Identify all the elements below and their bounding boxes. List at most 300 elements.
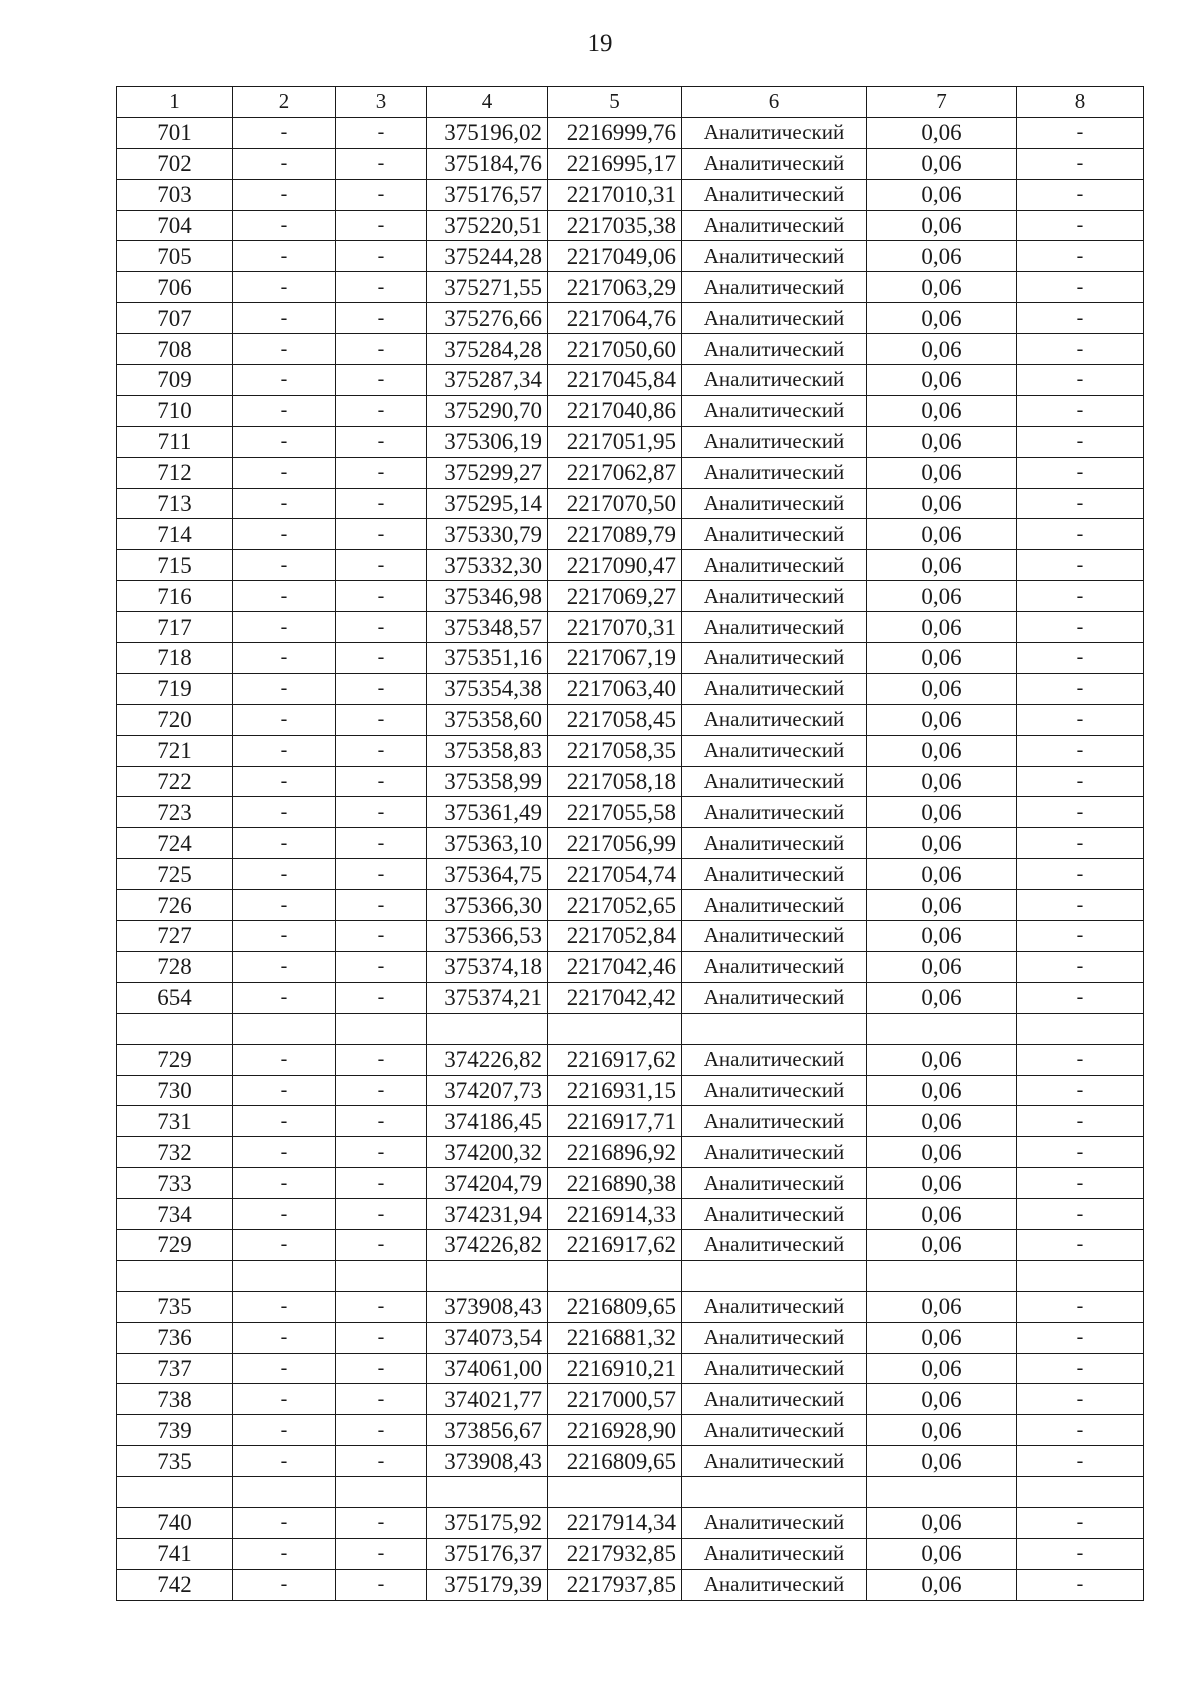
cell-accuracy: 0,06 [867, 643, 1017, 674]
cell-accuracy: 0,06 [867, 828, 1017, 859]
cell-x-coordinate: 375358,60 [427, 704, 548, 735]
cell-point-number: 707 [117, 303, 233, 334]
cell-point-number: 726 [117, 890, 233, 921]
column-header-7: 7 [867, 87, 1017, 118]
table-row-separator [117, 1013, 1144, 1044]
cell-method [682, 1013, 867, 1044]
cell-method: Аналитический [682, 210, 867, 241]
table-row [117, 735, 1144, 766]
cell-point-number: 704 [117, 210, 233, 241]
cell-accuracy: 0,06 [867, 1044, 1017, 1075]
cell-point-number: 741 [117, 1538, 233, 1569]
cell-method: Аналитический [682, 1291, 867, 1322]
table-row [117, 550, 1144, 581]
cell-y-coordinate: 2217914,34 [548, 1507, 682, 1538]
table-row [117, 612, 1144, 643]
cell-method: Аналитический [682, 1199, 867, 1230]
table-row [117, 210, 1144, 241]
cell-point-number: 705 [117, 241, 233, 272]
table-row [117, 1106, 1144, 1137]
cell-x-coordinate: 374073,54 [427, 1322, 548, 1353]
cell-x-coordinate: 375220,51 [427, 210, 548, 241]
cell-x-coordinate: 375176,37 [427, 1538, 548, 1569]
cell-accuracy: 0,06 [867, 1507, 1017, 1538]
cell-point-number: 724 [117, 828, 233, 859]
cell-method: Аналитический [682, 1137, 867, 1168]
cell-col-3: - [336, 210, 427, 241]
cell-x-coordinate: 375366,53 [427, 921, 548, 952]
cell-x-coordinate: 375348,57 [427, 612, 548, 643]
cell-accuracy: 0,06 [867, 426, 1017, 457]
column-header-3: 3 [336, 87, 427, 118]
cell-col-3: - [336, 272, 427, 303]
cell-col-2 [233, 1477, 336, 1508]
cell-y-coordinate: 2217932,85 [548, 1538, 682, 1569]
cell-col-3 [336, 1477, 427, 1508]
cell-accuracy: 0,06 [867, 1384, 1017, 1415]
cell-point-number: 729 [117, 1229, 233, 1260]
cell-col-8: - [1017, 1446, 1144, 1477]
cell-col-3: - [336, 241, 427, 272]
cell-y-coordinate: 2217067,19 [548, 643, 682, 674]
cell-point-number: 739 [117, 1415, 233, 1446]
cell-accuracy: 0,06 [867, 148, 1017, 179]
cell-y-coordinate [548, 1013, 682, 1044]
cell-x-coordinate: 375358,99 [427, 766, 548, 797]
cell-col-2 [233, 1013, 336, 1044]
cell-point-number: 710 [117, 395, 233, 426]
cell-col-3: - [336, 1106, 427, 1137]
cell-point-number: 734 [117, 1199, 233, 1230]
cell-col-8: - [1017, 148, 1144, 179]
cell-x-coordinate: 374061,00 [427, 1353, 548, 1384]
cell-accuracy: 0,06 [867, 581, 1017, 612]
cell-x-coordinate: 374226,82 [427, 1044, 548, 1075]
cell-col-8: - [1017, 303, 1144, 334]
cell-method: Аналитический [682, 951, 867, 982]
table-row [117, 334, 1144, 365]
cell-point-number [117, 1013, 233, 1044]
cell-col-3: - [336, 951, 427, 982]
cell-point-number: 719 [117, 673, 233, 704]
cell-x-coordinate: 375332,30 [427, 550, 548, 581]
table-row [117, 426, 1144, 457]
cell-x-coordinate: 375295,14 [427, 488, 548, 519]
cell-col-8: - [1017, 951, 1144, 982]
cell-accuracy: 0,06 [867, 797, 1017, 828]
cell-method: Аналитический [682, 859, 867, 890]
cell-method: Аналитический [682, 272, 867, 303]
cell-col-3: - [336, 395, 427, 426]
cell-y-coordinate: 2216914,33 [548, 1199, 682, 1230]
cell-col-3: - [336, 1229, 427, 1260]
cell-col-2: - [233, 581, 336, 612]
cell-y-coordinate: 2217042,42 [548, 982, 682, 1013]
cell-method: Аналитический [682, 1353, 867, 1384]
table-row [117, 148, 1144, 179]
cell-y-coordinate: 2217070,31 [548, 612, 682, 643]
cell-y-coordinate: 2217000,57 [548, 1384, 682, 1415]
cell-col-3: - [336, 982, 427, 1013]
cell-col-8: - [1017, 365, 1144, 396]
table-row [117, 859, 1144, 890]
cell-x-coordinate: 373856,67 [427, 1415, 548, 1446]
cell-method: Аналитический [682, 179, 867, 210]
cell-col-3: - [336, 1415, 427, 1446]
cell-col-3: - [336, 1137, 427, 1168]
cell-y-coordinate: 2217054,74 [548, 859, 682, 890]
table-row [117, 1507, 1144, 1538]
cell-method: Аналитический [682, 1384, 867, 1415]
cell-col-8: - [1017, 1415, 1144, 1446]
cell-accuracy: 0,06 [867, 1168, 1017, 1199]
table-row [117, 457, 1144, 488]
cell-col-8: - [1017, 550, 1144, 581]
cell-x-coordinate: 375179,39 [427, 1569, 548, 1600]
cell-y-coordinate: 2216809,65 [548, 1291, 682, 1322]
table-row [117, 272, 1144, 303]
cell-col-8 [1017, 1260, 1144, 1291]
cell-point-number: 736 [117, 1322, 233, 1353]
cell-method: Аналитический [682, 1415, 867, 1446]
cell-x-coordinate: 374021,77 [427, 1384, 548, 1415]
cell-col-3: - [336, 1569, 427, 1600]
cell-accuracy: 0,06 [867, 704, 1017, 735]
table-row [117, 797, 1144, 828]
table-row-separator [117, 1477, 1144, 1508]
cell-point-number: 730 [117, 1075, 233, 1106]
column-header-4: 4 [427, 87, 548, 118]
cell-x-coordinate: 375271,55 [427, 272, 548, 303]
cell-method: Аналитический [682, 735, 867, 766]
cell-x-coordinate: 375364,75 [427, 859, 548, 890]
cell-col-2: - [233, 1291, 336, 1322]
cell-x-coordinate: 375244,28 [427, 241, 548, 272]
cell-method: Аналитический [682, 1075, 867, 1106]
cell-point-number: 740 [117, 1507, 233, 1538]
cell-col-2: - [233, 673, 336, 704]
cell-accuracy: 0,06 [867, 210, 1017, 241]
cell-accuracy: 0,06 [867, 1075, 1017, 1106]
cell-x-coordinate: 374204,79 [427, 1168, 548, 1199]
cell-col-8: - [1017, 766, 1144, 797]
cell-y-coordinate [548, 1260, 682, 1291]
cell-y-coordinate: 2217035,38 [548, 210, 682, 241]
column-header-2: 2 [233, 87, 336, 118]
cell-y-coordinate: 2216881,32 [548, 1322, 682, 1353]
cell-point-number: 737 [117, 1353, 233, 1384]
cell-y-coordinate: 2217050,60 [548, 334, 682, 365]
table-row [117, 1199, 1144, 1230]
cell-method: Аналитический [682, 241, 867, 272]
cell-method: Аналитический [682, 828, 867, 859]
cell-y-coordinate: 2217063,29 [548, 272, 682, 303]
cell-point-number: 722 [117, 766, 233, 797]
cell-accuracy: 0,06 [867, 982, 1017, 1013]
cell-col-2: - [233, 1168, 336, 1199]
cell-col-8: - [1017, 395, 1144, 426]
table-row [117, 1353, 1144, 1384]
cell-point-number: 717 [117, 612, 233, 643]
table-row [117, 395, 1144, 426]
cell-point-number: 701 [117, 117, 233, 148]
cell-col-3: - [336, 612, 427, 643]
cell-col-3: - [336, 334, 427, 365]
cell-x-coordinate: 375358,83 [427, 735, 548, 766]
cell-col-2: - [233, 303, 336, 334]
table-row [117, 1415, 1144, 1446]
cell-x-coordinate [427, 1260, 548, 1291]
cell-x-coordinate: 375351,16 [427, 643, 548, 674]
cell-accuracy: 0,06 [867, 1106, 1017, 1137]
cell-y-coordinate: 2216917,62 [548, 1044, 682, 1075]
cell-col-3: - [336, 797, 427, 828]
cell-accuracy: 0,06 [867, 859, 1017, 890]
cell-y-coordinate: 2216917,62 [548, 1229, 682, 1260]
table-row [117, 982, 1144, 1013]
cell-method: Аналитический [682, 426, 867, 457]
cell-accuracy: 0,06 [867, 1538, 1017, 1569]
cell-method: Аналитический [682, 395, 867, 426]
cell-method: Аналитический [682, 334, 867, 365]
cell-col-2: - [233, 426, 336, 457]
column-header-8: 8 [1017, 87, 1144, 118]
cell-col-2: - [233, 1044, 336, 1075]
cell-col-8: - [1017, 1106, 1144, 1137]
cell-method: Аналитический [682, 890, 867, 921]
cell-point-number: 708 [117, 334, 233, 365]
cell-col-8: - [1017, 241, 1144, 272]
cell-col-2: - [233, 921, 336, 952]
cell-method [682, 1260, 867, 1291]
cell-col-2: - [233, 890, 336, 921]
cell-col-8: - [1017, 704, 1144, 735]
cell-accuracy: 0,06 [867, 951, 1017, 982]
table-row [117, 951, 1144, 982]
cell-y-coordinate: 2216896,92 [548, 1137, 682, 1168]
cell-col-3: - [336, 704, 427, 735]
cell-y-coordinate: 2217040,86 [548, 395, 682, 426]
cell-point-number [117, 1477, 233, 1508]
table-row [117, 704, 1144, 735]
cell-point-number: 732 [117, 1137, 233, 1168]
cell-y-coordinate: 2217058,18 [548, 766, 682, 797]
cell-method: Аналитический [682, 1168, 867, 1199]
cell-accuracy: 0,06 [867, 395, 1017, 426]
cell-point-number [117, 1260, 233, 1291]
cell-method: Аналитический [682, 550, 867, 581]
cell-y-coordinate: 2217069,27 [548, 581, 682, 612]
cell-point-number: 709 [117, 365, 233, 396]
cell-col-8: - [1017, 1538, 1144, 1569]
cell-accuracy: 0,06 [867, 241, 1017, 272]
cell-col-2: - [233, 704, 336, 735]
cell-col-8: - [1017, 519, 1144, 550]
cell-col-8 [1017, 1013, 1144, 1044]
cell-accuracy: 0,06 [867, 766, 1017, 797]
cell-x-coordinate: 374207,73 [427, 1075, 548, 1106]
cell-x-coordinate [427, 1477, 548, 1508]
cell-col-2: - [233, 550, 336, 581]
cell-col-2: - [233, 643, 336, 674]
table-body [117, 87, 1144, 1601]
table-row-separator [117, 1260, 1144, 1291]
cell-col-2: - [233, 1229, 336, 1260]
cell-accuracy: 0,06 [867, 1446, 1017, 1477]
cell-col-8: - [1017, 612, 1144, 643]
cell-accuracy: 0,06 [867, 457, 1017, 488]
cell-x-coordinate: 375346,98 [427, 581, 548, 612]
cell-accuracy: 0,06 [867, 1291, 1017, 1322]
cell-col-3: - [336, 303, 427, 334]
cell-col-2: - [233, 241, 336, 272]
cell-col-3: - [336, 766, 427, 797]
cell-col-2: - [233, 828, 336, 859]
cell-col-2: - [233, 488, 336, 519]
cell-col-8: - [1017, 1137, 1144, 1168]
cell-col-3: - [336, 550, 427, 581]
table-row [117, 1291, 1144, 1322]
cell-point-number: 654 [117, 982, 233, 1013]
cell-method: Аналитический [682, 1538, 867, 1569]
cell-x-coordinate: 375299,27 [427, 457, 548, 488]
cell-point-number: 702 [117, 148, 233, 179]
table-row [117, 890, 1144, 921]
cell-col-2 [233, 1260, 336, 1291]
cell-col-2: - [233, 1353, 336, 1384]
cell-col-3: - [336, 859, 427, 890]
cell-accuracy [867, 1477, 1017, 1508]
cell-point-number: 721 [117, 735, 233, 766]
cell-method: Аналитический [682, 1507, 867, 1538]
cell-col-8: - [1017, 1044, 1144, 1075]
cell-point-number: 716 [117, 581, 233, 612]
cell-col-2: - [233, 210, 336, 241]
cell-col-8: - [1017, 179, 1144, 210]
cell-col-2: - [233, 1415, 336, 1446]
cell-x-coordinate: 375175,92 [427, 1507, 548, 1538]
cell-col-8: - [1017, 735, 1144, 766]
cell-y-coordinate: 2217089,79 [548, 519, 682, 550]
column-header-1: 1 [117, 87, 233, 118]
coordinates-table [116, 86, 1144, 1601]
cell-x-coordinate: 375361,49 [427, 797, 548, 828]
cell-col-2: - [233, 1106, 336, 1137]
cell-method: Аналитический [682, 1229, 867, 1260]
cell-point-number: 725 [117, 859, 233, 890]
cell-col-8: - [1017, 117, 1144, 148]
cell-col-2: - [233, 951, 336, 982]
cell-accuracy: 0,06 [867, 612, 1017, 643]
cell-x-coordinate: 375284,28 [427, 334, 548, 365]
cell-x-coordinate: 375276,66 [427, 303, 548, 334]
cell-method: Аналитический [682, 581, 867, 612]
cell-x-coordinate: 373908,43 [427, 1291, 548, 1322]
cell-col-8: - [1017, 1353, 1144, 1384]
cell-method: Аналитический [682, 303, 867, 334]
cell-y-coordinate: 2217042,46 [548, 951, 682, 982]
cell-col-8: - [1017, 1507, 1144, 1538]
cell-col-3 [336, 1013, 427, 1044]
cell-col-3: - [336, 179, 427, 210]
cell-col-2: - [233, 1137, 336, 1168]
cell-col-8: - [1017, 210, 1144, 241]
cell-method: Аналитический [682, 797, 867, 828]
cell-col-8: - [1017, 1075, 1144, 1106]
cell-y-coordinate: 2217052,84 [548, 921, 682, 952]
cell-col-2: - [233, 1446, 336, 1477]
cell-col-8: - [1017, 1199, 1144, 1230]
cell-col-2: - [233, 1507, 336, 1538]
cell-method: Аналитический [682, 1569, 867, 1600]
cell-method: Аналитический [682, 673, 867, 704]
cell-y-coordinate: 2217937,85 [548, 1569, 682, 1600]
cell-y-coordinate: 2217064,76 [548, 303, 682, 334]
cell-col-2: - [233, 334, 336, 365]
table-row [117, 1137, 1144, 1168]
cell-method: Аналитический [682, 457, 867, 488]
cell-col-3: - [336, 117, 427, 148]
cell-col-2: - [233, 148, 336, 179]
cell-col-8: - [1017, 426, 1144, 457]
cell-col-2: - [233, 395, 336, 426]
cell-x-coordinate [427, 1013, 548, 1044]
table-row [117, 1044, 1144, 1075]
cell-col-2: - [233, 612, 336, 643]
table-row [117, 1446, 1144, 1477]
cell-point-number: 714 [117, 519, 233, 550]
cell-x-coordinate: 375374,21 [427, 982, 548, 1013]
column-header-5: 5 [548, 87, 682, 118]
cell-method: Аналитический [682, 1106, 867, 1137]
table-row [117, 117, 1144, 148]
cell-col-3: - [336, 1446, 427, 1477]
cell-col-8: - [1017, 890, 1144, 921]
cell-accuracy: 0,06 [867, 1137, 1017, 1168]
cell-col-2: - [233, 1075, 336, 1106]
cell-col-3: - [336, 519, 427, 550]
cell-y-coordinate: 2217056,99 [548, 828, 682, 859]
cell-col-3: - [336, 890, 427, 921]
cell-y-coordinate [548, 1477, 682, 1508]
cell-col-2: - [233, 1322, 336, 1353]
cell-y-coordinate: 2217055,58 [548, 797, 682, 828]
cell-point-number: 731 [117, 1106, 233, 1137]
table-row [117, 241, 1144, 272]
cell-accuracy: 0,06 [867, 673, 1017, 704]
cell-col-2: - [233, 797, 336, 828]
cell-col-8: - [1017, 797, 1144, 828]
table-row [117, 519, 1144, 550]
cell-y-coordinate: 2217090,47 [548, 550, 682, 581]
cell-col-8: - [1017, 982, 1144, 1013]
cell-accuracy: 0,06 [867, 303, 1017, 334]
cell-method: Аналитический [682, 704, 867, 735]
cell-y-coordinate: 2217052,65 [548, 890, 682, 921]
column-header-6: 6 [682, 87, 867, 118]
table-row [117, 1384, 1144, 1415]
table-row [117, 1168, 1144, 1199]
cell-col-8: - [1017, 859, 1144, 890]
cell-col-2: - [233, 1538, 336, 1569]
table-row [117, 673, 1144, 704]
cell-y-coordinate: 2216995,17 [548, 148, 682, 179]
cell-y-coordinate: 2217062,87 [548, 457, 682, 488]
cell-point-number: 742 [117, 1569, 233, 1600]
cell-y-coordinate: 2216928,90 [548, 1415, 682, 1446]
cell-point-number: 723 [117, 797, 233, 828]
cell-point-number: 733 [117, 1168, 233, 1199]
